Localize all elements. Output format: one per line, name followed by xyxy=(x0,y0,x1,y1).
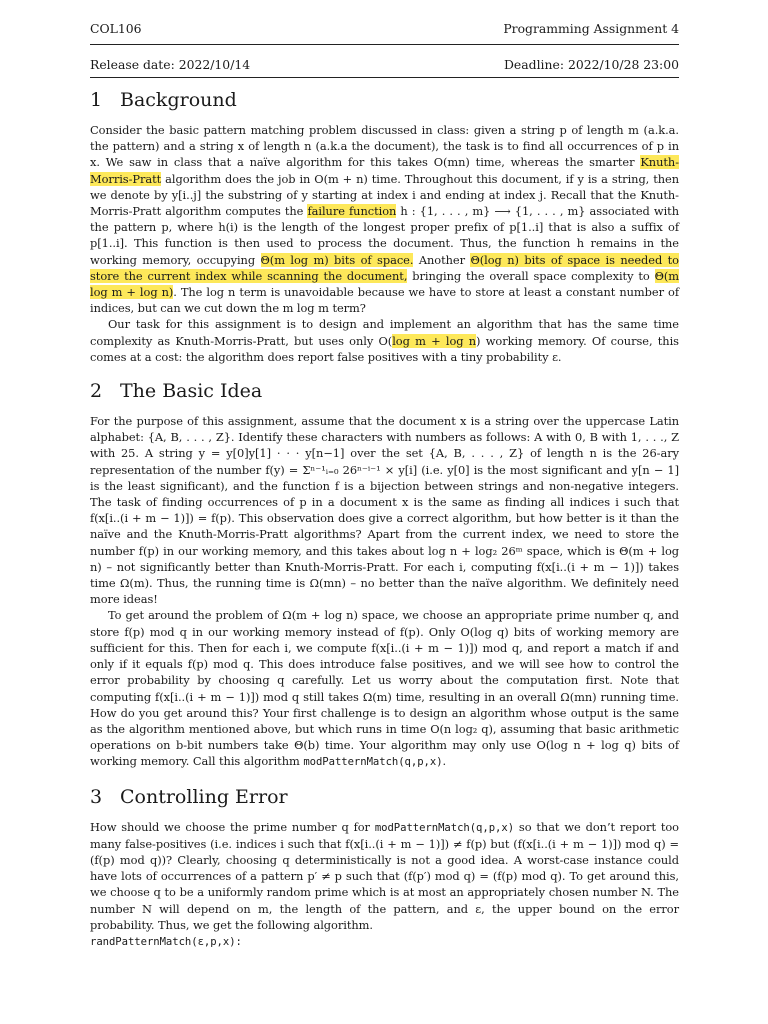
text-run: bringing the overall space complexity to xyxy=(407,268,655,283)
highlight-failure-function: failure function xyxy=(307,204,397,219)
section-title: The Basic Idea xyxy=(120,380,263,403)
assignment-title: Programming Assignment 4 xyxy=(503,21,679,36)
code-line xyxy=(90,933,679,950)
text-run: so that we don’t report too many false-positives (i.e. indices i such that f(x[i..(i + m − 1)]) ≠ f(p) but (f(x[i..(i + m − 1)]) mod q) = (f(p) mod q))? Clearly, choosing q deterministically is not a good idea. A worst-case instance could have lots of occurrences of a pattern p′ ≠ p such that (f(p′) mod q) = (f(p) mod q). To get around this, we choose q to be a uniformly random prime which is at most an appropriately chosen number N. The number N will depend on m, the length of the pattern, and ε, the upper bound on the error probability. Thus, we get the following algorithm. xyxy=(90,819,679,932)
code-modpatternmatch: modPatternMatch(q,p,x) xyxy=(303,756,443,769)
controlling-error-paragraph xyxy=(90,819,679,933)
background-paragraph-1 xyxy=(90,122,679,316)
release-date: Release date: 2022/10/14 xyxy=(90,57,251,72)
highlight-total-space: Θ(m log m + log n) xyxy=(90,268,679,300)
background-paragraph-2 xyxy=(90,316,679,365)
highlight-target-space: log m + log n xyxy=(392,333,477,348)
text-run: To get around the problem of Ω(m + log n) space, we choose an appropriate prime number q, and store f(p) mod q in our working memory instead of f(p). Only O(log q) bits of working memory are sufficient for this. Then for each i, we compute f(x[i..(i + m − 1)]) mod q, and report a match if and only if it equals f(p) mod q. This does introduce false positives, and we will see how to control the error probability by choosing q carefully. Let us worry about the computation first. Note that computing f(x[i..(i + m − 1)]) mod q still takes Ω(m) time, resulting in an overall Ω(mn) running time. How do you get around this? Your first challenge is to design an algorithm whose output is the same as the algorithm mentioned above, but which runs in time O(n log₂ q), assuming that basic arithmetic operations on b-bit numbers take Θ(b) time. Your algorithm may only use O(log n + log q) bits of working memory. Call this algorithm xyxy=(90,608,679,769)
section-title: Controlling Error xyxy=(120,785,288,808)
section-number: 2 xyxy=(90,380,103,403)
text-run: Consider the basic pattern matching problem discussed in class: given a string p of length m (a.k.a. the pattern) and a string x of length n (a.k.a the document), the task is to find all occurrences of p in x. We saw in class that a naïve algorithm for this takes O(mn) time, whereas the smarter xyxy=(90,123,679,170)
text-run: algorithm does the job in O(m + n) time. Throughout this document, if y is a string, then we denote by y[i..j] the substring of y starting at index i and ending at index j. Recall that the Knuth-Morris-Pratt algorithm computes the xyxy=(90,171,679,219)
section-heading-controlling-error xyxy=(90,784,679,810)
highlight-space-mlogm: Θ(m log m) bits of space. xyxy=(260,252,414,267)
section-heading-basic-idea xyxy=(90,378,679,404)
text-run: . The log n term is unavoidable because we have to store at least a constant number of indices, but can we cut down the m log m term? xyxy=(90,285,679,316)
section-heading-background xyxy=(90,87,679,113)
header-rule xyxy=(90,44,679,45)
text-run: Another xyxy=(413,252,471,267)
deadline: Deadline: 2022/10/28 23:00 xyxy=(504,57,679,72)
course-code: COL106 xyxy=(90,21,142,36)
text-run: . xyxy=(442,754,447,769)
text-run: h : {1, . . . , m} ⟶ {1, . . . , m} associated with the pattern p, where h(i) is the length of the longest proper prefix of p[1..i] that is also a suffix of p[1..i]. This function is then used to process the document. Thus, the function h remains in the working memory, occupying xyxy=(90,204,679,267)
code-modpatternmatch: modPatternMatch(q,p,x) xyxy=(374,821,515,834)
code-randpatternmatch: randPatternMatch(ε,p,x): xyxy=(90,935,242,948)
text-run: How should we choose the prime number q for xyxy=(90,819,375,834)
text-run: Our task for this assignment is to design and implement an algorithm that has the same time complexity as Knuth-Morris-Pratt, but uses only O( xyxy=(90,317,679,348)
highlight-kmp: Knuth-Morris-Pratt xyxy=(90,155,679,186)
document-body xyxy=(90,86,679,950)
dates-rule xyxy=(90,77,679,78)
basic-idea-paragraph-2 xyxy=(90,607,679,770)
section-number: 3 xyxy=(90,785,103,808)
text-run: ) working memory. Of course, this comes at a cost: the algorithm does report false positives with a tiny probability ε. xyxy=(90,333,679,364)
highlight-space-logn: Θ(log n) bits of space is needed to store the current index while scanning the document, xyxy=(90,252,679,283)
running-header xyxy=(90,21,679,37)
section-number: 1 xyxy=(90,89,103,111)
dates-row xyxy=(90,57,679,73)
section-title: Background xyxy=(120,89,237,111)
basic-idea-paragraph-1: For the purpose of this assignment, assume that the document x is a string over the uppercase Latin alphabet: {A, B, . . . , Z}. Identify these characters with numbers as follows: A with 0, B with 1, . . ., Z with 25. A string y = y[0]y[1] · · · y[n−1] over the set {A, B, . . . , Z} of length n is the 26-ary representation of the number f(y) = Σⁿ⁻¹ᵢ₌₀ 26ⁿ⁻ⁱ⁻¹ × y[i] (i.e. y[0] is the most significant and y[n − 1] is the least significant), and the function f is a bijection between strings and non-negative integers. The task of finding occurrences of p in a document x is the same as finding all indices i such that f(x[i..(i + m − 1)]) = f(p). This observation does give a correct algorithm, but how better is it than the naïve and the Knuth-Morris-Pratt algorithms? Apart from the current index, we need to store the number f(p) in our working memory, and this takes about log n + log₂ 26ᵐ space, which is Θ(m + log n) – not significantly better than Knuth-Morris-Pratt. For each i, computing f(x[i..(i + m − 1)]) takes time Ω(m). Thus, the running time is Ω(mn) – no better than the naïve algorithm. We definitely need more ideas! xyxy=(90,414,679,607)
